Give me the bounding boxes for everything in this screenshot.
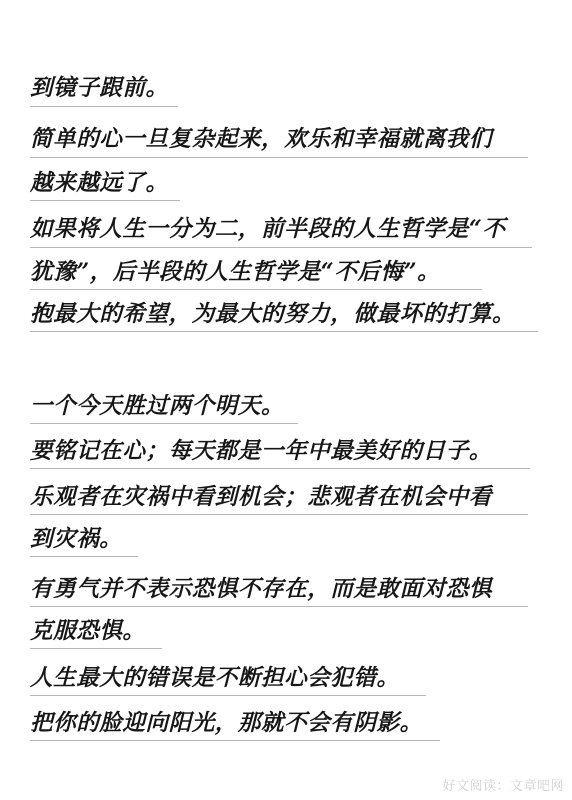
rule-line-5 [30, 289, 482, 290]
text-line-2: 简单的心一旦复杂起来，欢乐和幸福就离我们 [30, 126, 493, 152]
rule-line-12 [30, 648, 162, 649]
rule-line-10 [30, 556, 138, 557]
text-line-10: 到灾祸。 [30, 526, 123, 552]
text-line-14: 把你的脸迎向阳光，那就不会有阴影。 [30, 710, 423, 736]
rule-line-1 [30, 106, 178, 107]
text-line-9: 乐观者在灾祸中看到机会；悲观者在机会中看 [30, 484, 493, 510]
rule-line-9 [30, 514, 528, 515]
text-line-3: 越来越远了。 [30, 170, 169, 196]
rule-line-14 [30, 740, 440, 741]
text-line-1: 到镜子跟前。 [30, 75, 169, 101]
rule-line-4 [30, 247, 532, 248]
text-line-4: 如果将人生一分为二，前半段的人生哲学是“不 [30, 216, 506, 242]
text-line-8: 要铭记在心；每天都是一年中最美好的日子。 [30, 438, 493, 464]
text-line-7: 一个今天胜过两个明天。 [30, 393, 285, 419]
watermark-text: 好文阅读：文章吧网 [442, 779, 564, 794]
rule-line-13 [30, 695, 426, 696]
rule-line-11 [30, 606, 528, 607]
text-line-5: 犹豫”，后半段的人生哲学是“不后悔”。 [30, 259, 441, 285]
text-line-6: 抱最大的希望，为最大的努力，做最坏的打算。 [30, 301, 516, 327]
rule-line-2 [30, 157, 528, 158]
rule-line-7 [30, 423, 298, 424]
text-line-12: 克服恐惧。 [30, 618, 146, 644]
text-line-11: 有勇气并不表示恐惧不存在，而是敢面对恐惧 [30, 576, 493, 602]
rule-line-3 [30, 200, 180, 201]
rule-line-6 [30, 331, 538, 332]
rule-line-8 [30, 468, 530, 469]
text-line-13: 人生最大的错误是不断担心会犯错。 [30, 665, 400, 691]
